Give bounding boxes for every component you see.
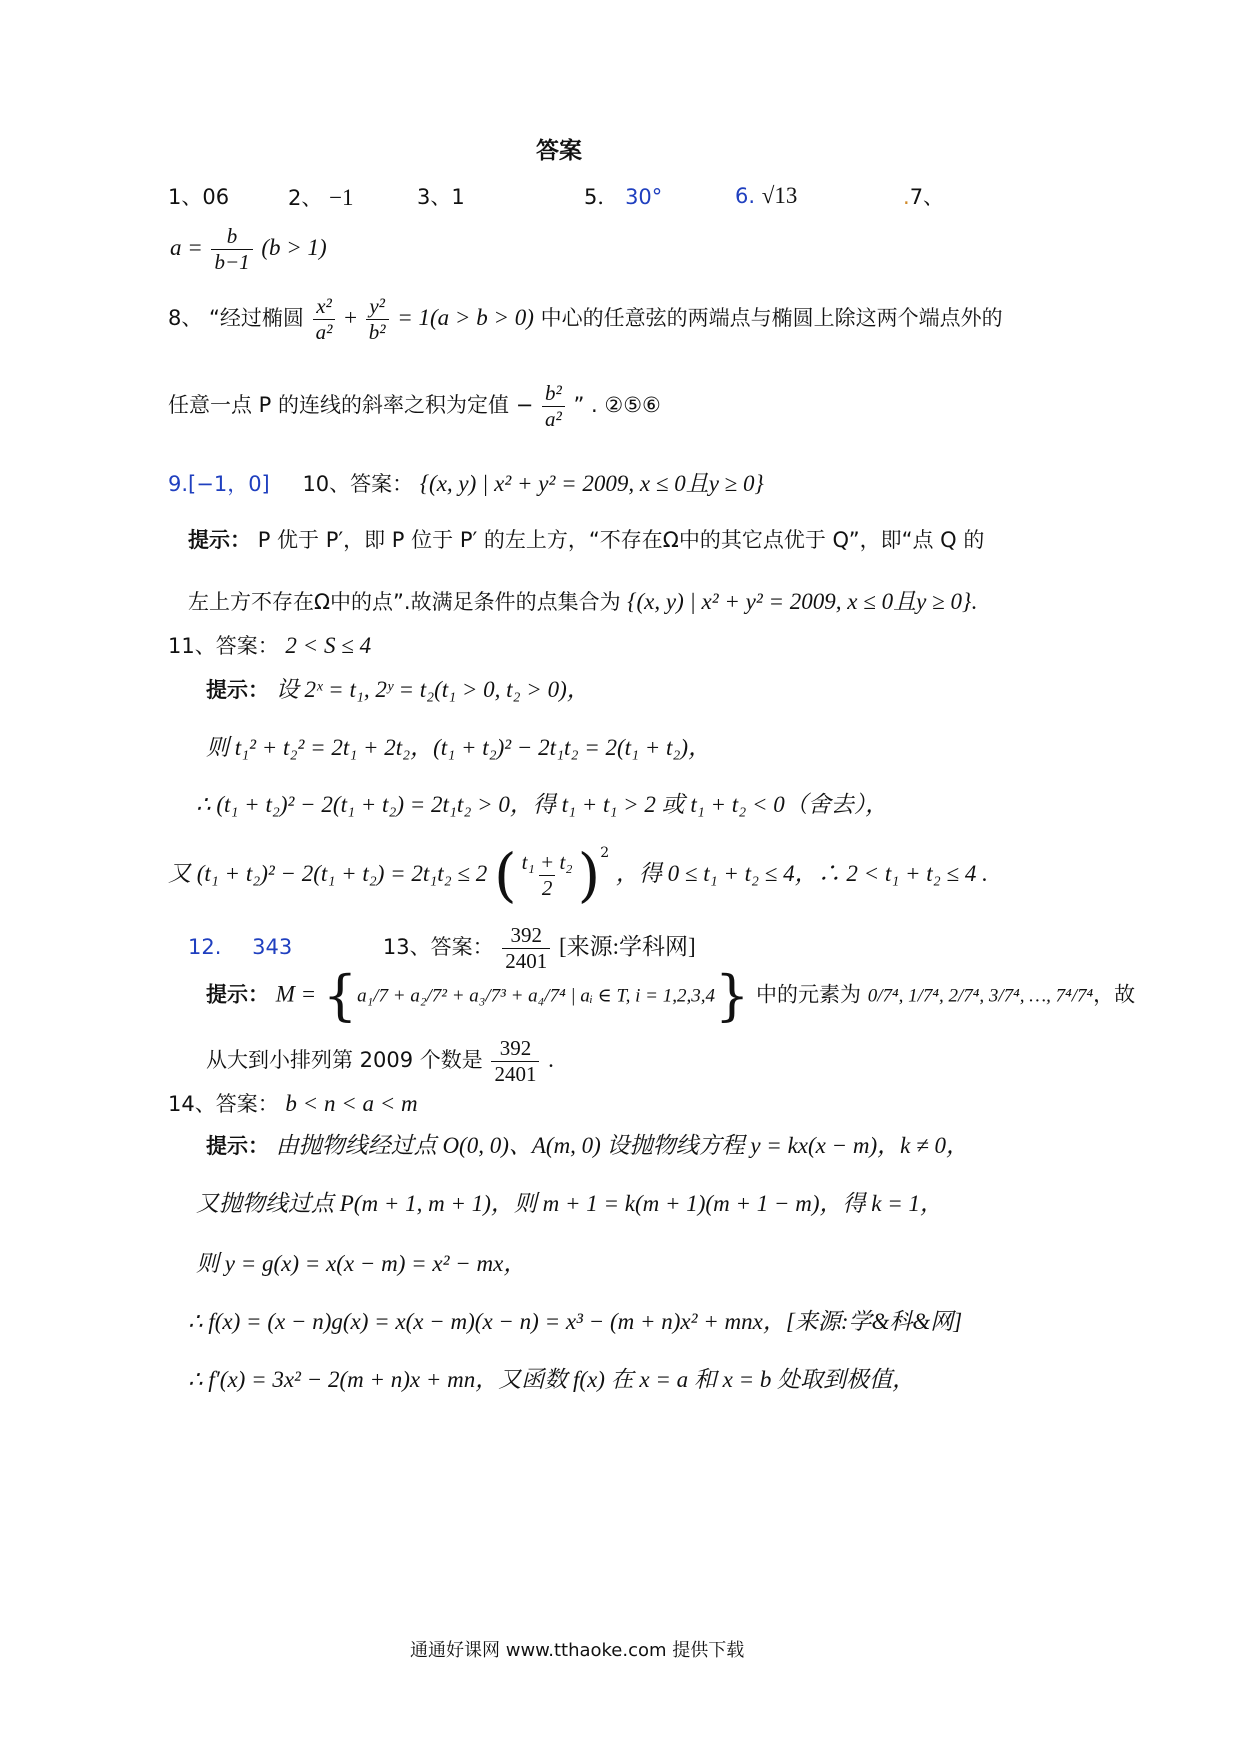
- ellipse-plus: +: [344, 305, 358, 330]
- slope-product-denominator: a²: [542, 406, 565, 430]
- answer-6-value: √13: [761, 183, 798, 208]
- answer-13-numerator: 392: [510, 923, 543, 947]
- answer-7-condition: (b > 1): [261, 235, 327, 260]
- hint-13-line2-end: .: [548, 1047, 554, 1072]
- answer-10-label: 10、答案：: [302, 472, 414, 496]
- hint-13-elements: 0/7⁴, 1/7⁴, 2/7⁴, 3/7⁴, …, 7⁴/7⁴: [867, 985, 1094, 1007]
- answer-8-prefix: 8、 “经过椭圆: [168, 306, 304, 330]
- answer-13-denominator: 2401: [502, 948, 550, 972]
- answer-7-label: [903, 187, 944, 208]
- ellipse-y-term: [366, 296, 389, 343]
- hint-10-label: 提示：: [188, 528, 251, 552]
- answer-5-number: 5．: [584, 185, 619, 209]
- hint-11-line1: [206, 678, 590, 701]
- hint-11-line4: 又 (t₁ + t₂)² − 2(t₁ + t₂) = 2t₁t₂ ≤ 2 ( $\frac{\text{t₁ + t₂}}{2}$ )$^2$ ，得 0 ≤ t₁ + t₂ ≤ 4，∴ 2 < t₁ + t₂ ≤ 4 .: [168, 841, 988, 910]
- answer-7-number: 7、: [909, 185, 945, 209]
- hint-14-line3: 则 y = g(x) = x(x − m) = x² − mx，: [196, 1251, 527, 1276]
- page-title: 答案: [536, 138, 582, 164]
- answer-7-lhs: a =: [170, 235, 203, 260]
- hint-10-line1: [188, 530, 984, 551]
- ellipse-x-term: [313, 296, 336, 343]
- answer-2: [288, 186, 354, 209]
- hint-14-line1: [206, 1134, 969, 1157]
- answer-9-number: 9.: [168, 472, 189, 496]
- hint-11-denominator: 2: [539, 875, 556, 899]
- page-footer: 通通好课网 www.tthaoke.com 提供下载: [410, 1640, 745, 1661]
- answer-7-fraction: [211, 226, 252, 273]
- slope-product-numerator: b²: [544, 381, 562, 405]
- hint-11-line2: 则 t₁² + t₂² = 2t₁ + 2t₂，(t₁ + t₂)² − 2t₁t₂ = 2(t₁ + t₂)，: [206, 735, 712, 760]
- hint-10-end: .: [971, 589, 977, 614]
- answer-7-numerator: b: [226, 224, 238, 248]
- hint-13-numerator: 392: [499, 1036, 532, 1060]
- hint-11-line4-suffix: ，得 0 ≤ t₁ + t₂ ≤ 4，∴ 2 < t₁ + t₂ ≤ 4 .: [615, 861, 988, 886]
- left-brace-icon: {: [322, 964, 358, 1027]
- answer-8-line1: [168, 296, 1003, 343]
- hint-11-text1: 设 2ˣ = t₁, 2ʸ = t₂(t₁ > 0, t₂ > 0)，: [275, 677, 590, 702]
- answer-9-10: [168, 472, 764, 495]
- answer-8-line2-prefix: 任意一点 P 的连线的斜率之积为定值 −: [168, 393, 534, 417]
- hint-10-set: {(x, y) | x² + y² = 2009, x ≤ 0且y ≥ 0}: [627, 589, 972, 614]
- slope-product-fraction: [542, 383, 565, 430]
- hint-14-label: 提示：: [206, 1134, 269, 1158]
- ellipse-y-denominator: b²: [366, 319, 389, 343]
- answer-12-value: 343: [252, 935, 293, 959]
- right-paren-icon: ): [577, 841, 601, 910]
- answer-8-line2-suffix: ” . ②⑤⑥: [573, 393, 661, 417]
- answer-13-label: 13、答案：: [382, 935, 494, 959]
- hint-11-numerator: t₁ + t₂: [521, 850, 573, 874]
- answer-6: [735, 184, 797, 207]
- answer-5: [584, 187, 662, 208]
- hint-11-line3: ∴ (t₁ + t₂)² − 2(t₁ + t₂) = 2t₁t₂ > 0，得 t₁ + t₁ > 2 或 t₁ + t₂ < 0（舍去），: [196, 792, 889, 817]
- answer-1: 1、06: [168, 185, 230, 209]
- answer-14-label: 14、答案：: [168, 1092, 279, 1116]
- answer-14: [168, 1092, 418, 1115]
- hint-11-fraction: [519, 852, 576, 899]
- hint-14-line2: 又抛物线过点 P(m + 1, m + 1)，则 m + 1 = k(m + 1)(m + 1 − m)，得 k = 1，: [196, 1191, 943, 1216]
- hint-13-line2: [206, 1038, 554, 1085]
- hint-13-line1: [206, 964, 1136, 1027]
- answer-11: [168, 634, 371, 657]
- ellipse-x-denominator: a²: [313, 319, 336, 343]
- left-paren-icon: (: [494, 841, 517, 910]
- hint-13-end: ，故: [1093, 982, 1136, 1007]
- answer-13-fraction: [502, 925, 550, 972]
- hint-13-denominator: 2401: [491, 1061, 539, 1085]
- hint-14-text1: 由抛物线经过点 O(0, 0)、A(m, 0) 设抛物线方程 y = kx(x − m)，k ≠ 0，: [275, 1133, 969, 1158]
- hint-14-line5: ∴ f′(x) = 3x² − 2(m + n)x + mn，又函数 f(x) 在 x = a 和 x = b 处取到极值，: [188, 1367, 916, 1392]
- hint-10-text2: 左上方不存在Ω中的点”.故满足条件的点集合为: [188, 590, 621, 614]
- hint-13-middle: 中的元素为: [756, 982, 862, 1007]
- answer-7-denominator: b−1: [211, 249, 252, 273]
- hint-13-set: a₁/7 + a₂/7² + a₃/7³ + a₄/7⁴ | aᵢ ∈ T, i = 1,2,3,4: [357, 985, 715, 1007]
- answer-5-value: 30°: [625, 185, 663, 209]
- answer-12-13: [188, 925, 696, 972]
- answer-7-mark: .: [903, 185, 910, 209]
- answer-3: 3、1: [417, 185, 465, 209]
- ellipse-x-numerator: x²: [316, 294, 332, 318]
- answer-11-value: 2 < S ≤ 4: [285, 633, 372, 658]
- hint-10-text1: P 优于 P′，即 P 位于 P′ 的左上方，“不存在Ω中的其它点优于 Q”，即“点 Q 的: [257, 528, 985, 552]
- answer-2-number: 2、: [288, 186, 323, 210]
- answer-2-value: −1: [329, 185, 354, 210]
- ellipse-equals: = 1(a > b > 0): [397, 305, 534, 330]
- hint-11-label: 提示：: [206, 678, 269, 702]
- hint-14-line4: ∴ f(x) = (x − n)g(x) = x(x − m)(x − n) = x³ − (m + n)x² + mnx，[来源:学&科&网]: [188, 1309, 963, 1334]
- answer-10-set: {(x, y) | x² + y² = 2009, x ≤ 0且y ≥ 0}: [419, 471, 764, 496]
- hint-11-line4-prefix: 又 (t₁ + t₂)² − 2(t₁ + t₂) = 2t₁t₂ ≤ 2: [168, 861, 488, 886]
- answer-11-label: 11、答案：: [168, 634, 279, 658]
- hint-13-label: 提示：: [206, 982, 269, 1007]
- hint-13-fraction: [491, 1038, 539, 1085]
- answer-8-suffix: 中心的任意弦的两端点与椭圆上除这两个端点外的: [540, 306, 1003, 330]
- answer-13-source: [来源:学科网]: [558, 934, 696, 959]
- hint-13-line2-prefix: 从大到小排列第 2009 个数是: [206, 1048, 483, 1072]
- hint-13-m-equals: M =: [275, 981, 317, 1007]
- answer-8-line2: [168, 383, 661, 430]
- ellipse-y-numerator: y²: [369, 294, 385, 318]
- hint-10-line2: [188, 590, 977, 613]
- answer-7-formula: [170, 226, 327, 273]
- answer-9-value: [−1，0]: [188, 472, 270, 496]
- answer-14-value: b < n < a < m: [285, 1091, 418, 1116]
- answer-6-number: 6.: [735, 184, 756, 208]
- right-brace-icon: }: [714, 964, 750, 1027]
- answer-12-number: 12.: [188, 935, 222, 959]
